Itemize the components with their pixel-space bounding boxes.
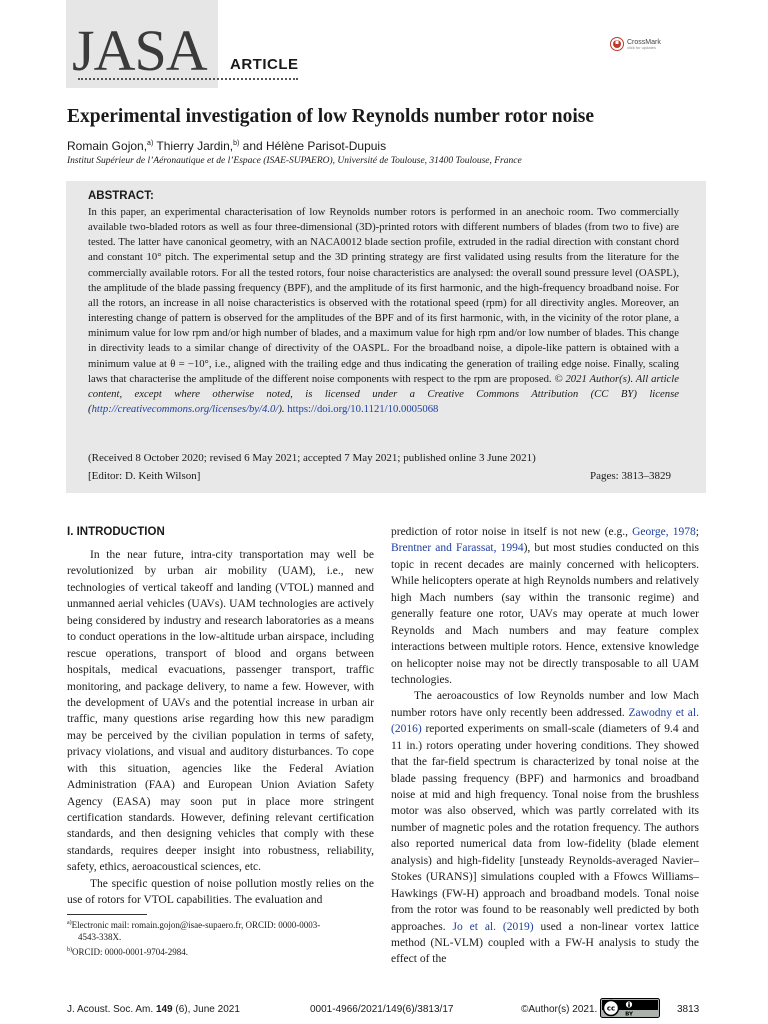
by-label: BY: [625, 1011, 633, 1018]
doi-link[interactable]: https://doi.org/10.1121/10.0005068: [287, 403, 439, 416]
paper-title: Experimental investigation of low Reynolds number rotor noise: [67, 106, 595, 127]
citation-link-brentner[interactable]: Brentner and Farassat, 1994: [391, 542, 524, 555]
footnote-a-continued: 4543-338X.: [78, 932, 122, 943]
crossmark-badge[interactable]: [610, 37, 661, 51]
footer-journal-citation: J. Acoust. Soc. Am. 149 (6), June 2021: [67, 1004, 240, 1015]
article-type-label: ARTICLE: [230, 56, 299, 73]
editor-line: [Editor: D. Keith Wilson]: [88, 470, 201, 482]
crossmark-icon: [610, 37, 624, 51]
crossmark-sublabel: click for updates: [627, 44, 656, 50]
abstract-body: [88, 205, 679, 417]
footnote-mark-a[interactable]: a): [147, 140, 154, 147]
intro-paragraph-4: The aeroacoustics of low Reynolds number and low Mach number rotors have only recently been addressed. Zawodny et al. (2016) reported experiments on small-scale (diameters of 9.4 and 11 in.) rotors operating under hovering conditions. They showed that the far-field spectrum is characterized by tonal noise at the blade passing frequency (BPF) and harmonics and broadband noise at mid and high frequency. Tonal noise from the brushless motor was also observed, which was partly correlated with its number of magnetic poles and the rotation frequency. The authors also reported numerical data from low-fidelity (blade element analysis) and high-fidelity [unsteady Reynolds-averaged Navier–Stokes (URANS)] simulations coupled with a Ffowcs Williams–Hawkings (FW-H) approach and broadband models. Tonal noise from the rotor was found to be reasonably well predicted by both approaches. Jo et al. (2019) used a non-linear vortex lattice method (NL-VLM) coupled with a FW-H analysis to study the effect of the: [391, 690, 699, 966]
author-parisot-dupuis: and Hélène Parisot-Dupuis: [239, 139, 387, 153]
journal-logo: JASA: [72, 18, 207, 83]
citation-link-jo[interactable]: Jo et al. (2019): [452, 920, 534, 933]
citation-link-zawodny[interactable]: Zawodny et al. (2016): [391, 706, 699, 736]
intro-paragraph-2: The specific question of noise pollution mostly relies on the use of rotors for VTOL capabilities. The evaluation and: [67, 877, 374, 907]
affiliation: Institut Supérieur de l’Aéronautique et de l’Espace (ISAE-SUPAERO), Université de Toulouse, 31400 Toulouse, France: [67, 156, 522, 166]
footnotes: [67, 917, 375, 958]
footnote-a: $^{a)}$Electronic mail: romain.gojon@isae-supaero.fr, ORCID: 0000-0003-: [67, 920, 321, 930]
author-gojon: Romain Gojon,: [67, 139, 148, 153]
footer-doi-code: 0001-4966/2021/149(6)/3813/17: [310, 1004, 454, 1015]
footnote-mark-b[interactable]: b): [233, 140, 240, 147]
crossmark-label: CrossMark: [627, 38, 661, 46]
received-dates: (Received 8 October 2020; revised 6 May 2021; accepted 7 May 2021; published online 3 June 2021): [88, 452, 536, 464]
citation-link-george[interactable]: George, 1978: [632, 526, 696, 538]
abstract-heading: ABSTRACT:: [88, 190, 154, 202]
author-jardin: Thierry Jardin,: [153, 139, 234, 153]
right-column: [391, 524, 699, 968]
page-range: Pages: 3813–3829: [590, 470, 671, 482]
intro-paragraph-1: In the near future, intra-city transportation may well be revolutionized by urban air mobility (UAM), i.e., new technologies of vertical takeoff and landing (VTOL) manned and unmanned aerial vehicles (UAVs). UAM technologies are actively being considered by industry and research laboratories as a means to conduct operations in the low-altitude urban airspace, including rescue operations, transport of blood and organs between hospitals, medical evacuations, passenger transport, traffic monitoring, and package delivery, to name a few. However, with the development of UAVs and the potential increase in urban air traffic, many questions arise regarding how this new paradigm may be perceived by the civilian population in terms of safety, privacy violations, and visual and auditory disturbances. To cope with this situation, agencies like the Federal Aviation Administration (FAA) and European Union Aviation Safety Agency (EASA) may soon put in place more stringent certification standards. However, defining relevant certification standards, and then designing vehicles that comply with these standards, requires deeper insight into robustness, reliability, safety, ethics, aeroacoustical sciences, etc.: [67, 549, 374, 874]
left-column: [67, 547, 374, 909]
author-list: [67, 139, 386, 153]
page-number: 3813: [677, 1004, 700, 1015]
cc-by-license-badge[interactable]: [600, 998, 660, 1018]
masthead-dotted-rule: [78, 78, 298, 80]
intro-paragraph-3: prediction of rotor noise in itself is not new (e.g., George, 1978; Brentner and Farassat, 1994), but most studies conducted on this topic in recent decades are mainly concerned with helicopters. While helicopters operate at high Reynolds numbers and relatively high Mach numbers (say within the transonic regime) and generally feature one rotor, UAVs may operate at much lower Reynolds and Mach numbers and may feature complex interactions between multiple rotors. Hence, extensive knowledge on helicopter noise may not be directly transposable to all UAM technologies.: [391, 526, 699, 686]
section-heading: I. INTRODUCTION: [67, 526, 165, 538]
license-link[interactable]: http://creativecommons.org/licenses/by/4.0/: [91, 403, 279, 416]
license-statement: © 2021 Author(s). All article content, except where otherwise noted, is licensed under a Creative Commons Attribution (CC BY) license (: [88, 372, 679, 416]
abstract-text: In this paper, an experimental characterisation of low Reynolds number rotors is performed in an anechoic room. Two commercially available two-bladed rotors as well as four three-dimensional (3D)-printed rotors with different numbers of blades (from two to five) are tested. The latter have canonical geometry, with an NACA0012 blade section profile, extruded in the radial direction with constant chord and constant 10° pitch. The experimental setup and the 3D printing strategy are first validated using results from the literature for the commercially available rotors. For all the tested rotors, four noise characteristics are analysed: the overall sound pressure level (OASPL), the amplitude of the blade passing frequency (BPF), and the amplitude of its first harmonic, and the high-frequency broadband noise. For all the rotors, an increase in all noise characteristics is observed with the rotational speed (rpm) for all directivity angles. Moreover, an interesting change of pattern is observed for the amplitudes of the BPF and of its first harmonic, with, in the vicinity of the rotor plane, a minimum value for low rpm and/or high number of blades, and a maximum value for high rpm and/or low number of blades. This change in directivity leads to a similar change of directivity of the OASPL. For the broadband noise, a dipole-like pattern is obtained with a minimum value at θ = −10°, i.e., aligned with the trailing edge and thus indicating the generation of trailing edge noise. Finally, scaling laws that characterise the amplitude of the different noise components with respect to the rpm are proposed.: [88, 206, 679, 385]
footnote-rule: [67, 914, 147, 915]
footnote-b: $^{b)}$ORCID: 0000-0001-9704-2984.: [67, 946, 188, 957]
license-close: ).: [278, 403, 285, 416]
footer-copyright: ©Author(s) 2021.: [521, 1004, 598, 1015]
cc-icon-label: cc: [606, 1004, 616, 1013]
